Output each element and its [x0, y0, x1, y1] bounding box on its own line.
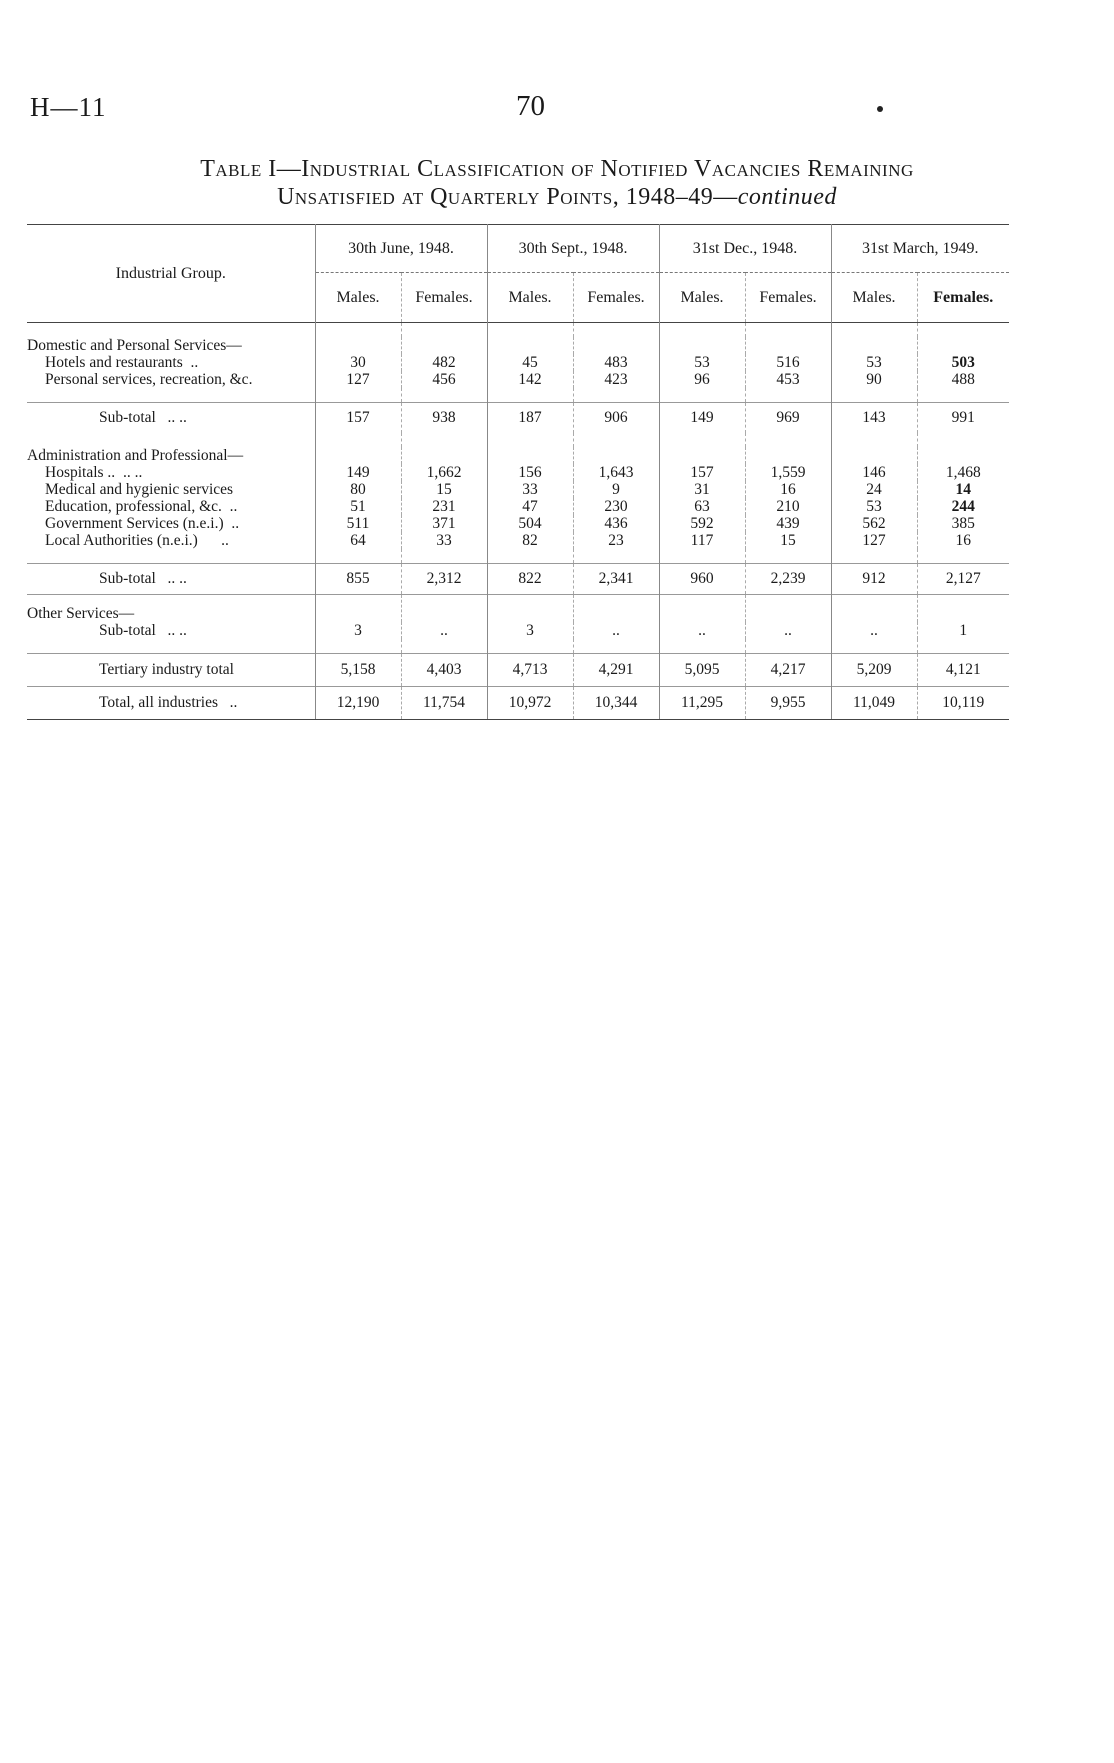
- cell-value: 4,217: [745, 654, 831, 687]
- cell-value: 156: [487, 464, 573, 481]
- cell-value: 230: [573, 498, 659, 515]
- cell-value: 149: [659, 403, 745, 434]
- row-label: Personal services, recreation, &c.: [45, 371, 253, 388]
- cell-value: 483: [573, 354, 659, 371]
- cell-value: 96: [659, 371, 745, 388]
- row-label: Local Authorities (n.e.i.) ..: [45, 532, 229, 549]
- cell-value: 516: [745, 354, 831, 371]
- cell-value: 385: [917, 515, 1009, 532]
- subtotal-row: [27, 403, 1009, 434]
- cell-value: 2,239: [745, 564, 831, 595]
- page-number: 70: [516, 90, 545, 122]
- females-header: Females.: [917, 273, 1009, 323]
- cell-value: 11,754: [401, 687, 487, 720]
- cell-value: 2,127: [917, 564, 1009, 595]
- row-label: Sub-total .. ..: [27, 403, 315, 434]
- cell-value: 5,209: [831, 654, 917, 687]
- cell-value: ..: [573, 622, 659, 639]
- page-reference: H—11: [30, 92, 107, 122]
- cell-value: 117: [659, 532, 745, 549]
- section-heading-row: [27, 337, 1009, 354]
- cell-value: 80: [315, 481, 401, 498]
- table-row: [27, 532, 1009, 549]
- table-row: [27, 371, 1009, 388]
- females-header: Females.: [573, 273, 659, 323]
- cell-value: 9: [573, 481, 659, 498]
- cell-value: 511: [315, 515, 401, 532]
- cell-value: 51: [315, 498, 401, 515]
- cell-value: 157: [659, 464, 745, 481]
- cell-value: 16: [917, 532, 1009, 549]
- table-body: [27, 323, 1009, 720]
- cell-value: 2,312: [401, 564, 487, 595]
- cell-value: 4,403: [401, 654, 487, 687]
- subtotal-row: [27, 564, 1009, 595]
- table-row: [27, 464, 1009, 481]
- cell-value: 11,049: [831, 687, 917, 720]
- males-header: Males.: [487, 273, 573, 323]
- cell-value: 503: [917, 354, 1009, 371]
- cell-value: 90: [831, 371, 917, 388]
- cell-value: 33: [401, 532, 487, 549]
- cell-value: 33: [487, 481, 573, 498]
- males-header: Males.: [315, 273, 401, 323]
- table-row: [27, 515, 1009, 532]
- cell-value: 14: [917, 481, 1009, 498]
- cell-value: ..: [401, 622, 487, 639]
- cell-value: 63: [659, 498, 745, 515]
- cell-value: 187: [487, 403, 573, 434]
- grand-total-row: [27, 687, 1009, 720]
- tertiary-total-row: [27, 654, 1009, 687]
- cell-value: ..: [831, 622, 917, 639]
- row-label: Sub-total .. ..: [27, 564, 315, 595]
- industrial-group-header: Industrial Group.: [115, 264, 226, 282]
- cell-value: 423: [573, 371, 659, 388]
- males-header: Males.: [659, 273, 745, 323]
- period-header: 30th June, 1948.: [315, 225, 487, 273]
- title-main: Unsatisfied at Quarterly Points, 1948–49—: [277, 184, 738, 210]
- cell-value: 10,972: [487, 687, 573, 720]
- females-header: Females.: [745, 273, 831, 323]
- cell-value: 822: [487, 564, 573, 595]
- cell-value: 149: [315, 464, 401, 481]
- cell-value: 23: [573, 532, 659, 549]
- cell-value: 10,119: [917, 687, 1009, 720]
- cell-value: 2,341: [573, 564, 659, 595]
- cell-value: 31: [659, 481, 745, 498]
- row-label: Sub-total .. ..: [99, 622, 187, 639]
- row-label: Medical and hygienic services: [45, 481, 234, 498]
- cell-value: 1,468: [917, 464, 1009, 481]
- cell-value: 64: [315, 532, 401, 549]
- cell-value: 53: [831, 354, 917, 371]
- cell-value: 12,190: [315, 687, 401, 720]
- cell-value: 53: [659, 354, 745, 371]
- table-row: [27, 354, 1009, 371]
- vacancies-table: [27, 224, 1009, 720]
- cell-value: 562: [831, 515, 917, 532]
- cell-value: 906: [573, 403, 659, 434]
- females-header: Females.: [401, 273, 487, 323]
- row-label: Tertiary industry total: [27, 654, 315, 687]
- cell-value: 453: [745, 371, 831, 388]
- cell-value: 15: [401, 481, 487, 498]
- cell-value: 436: [573, 515, 659, 532]
- cell-value: 1,559: [745, 464, 831, 481]
- cell-value: 16: [745, 481, 831, 498]
- section-heading-row: [27, 595, 1009, 623]
- cell-value: 30: [315, 354, 401, 371]
- cell-value: 146: [831, 464, 917, 481]
- cell-value: 991: [917, 403, 1009, 434]
- table-row: [27, 498, 1009, 515]
- cell-value: 912: [831, 564, 917, 595]
- cell-value: 938: [401, 403, 487, 434]
- cell-value: 244: [917, 498, 1009, 515]
- cell-value: 11,295: [659, 687, 745, 720]
- cell-value: 3: [315, 622, 401, 639]
- row-label: Hospitals .. .. ..: [45, 464, 143, 481]
- title-continued: continued: [737, 184, 837, 210]
- cell-value: ..: [745, 622, 831, 639]
- period-header: 31st Dec., 1948.: [659, 225, 831, 273]
- section-heading-row: [27, 447, 1009, 464]
- cell-value: 855: [315, 564, 401, 595]
- table-row: [27, 481, 1009, 498]
- cell-value: 142: [487, 371, 573, 388]
- cell-value: 5,095: [659, 654, 745, 687]
- section-heading: Administration and Professional—: [27, 447, 244, 464]
- cell-value: 482: [401, 354, 487, 371]
- cell-value: 4,121: [917, 654, 1009, 687]
- cell-value: 15: [745, 532, 831, 549]
- cell-value: 143: [831, 403, 917, 434]
- cell-value: 47: [487, 498, 573, 515]
- cell-value: 5,158: [315, 654, 401, 687]
- row-label: Hotels and restaurants ..: [45, 354, 199, 371]
- cell-value: 127: [831, 532, 917, 549]
- cell-value: 4,713: [487, 654, 573, 687]
- cell-value: ..: [659, 622, 745, 639]
- cell-value: 231: [401, 498, 487, 515]
- cell-value: 127: [315, 371, 401, 388]
- period-header: 30th Sept., 1948.: [487, 225, 659, 273]
- cell-value: 456: [401, 371, 487, 388]
- stray-dot: [877, 106, 883, 112]
- cell-value: 9,955: [745, 687, 831, 720]
- subtotal-row: [27, 622, 1009, 639]
- cell-value: 1,662: [401, 464, 487, 481]
- cell-value: 24: [831, 481, 917, 498]
- cell-value: 1,643: [573, 464, 659, 481]
- section-heading: Other Services—: [27, 605, 135, 622]
- row-label: Total, all industries ..: [27, 687, 315, 720]
- cell-value: 157: [315, 403, 401, 434]
- row-label: Government Services (n.e.i.) ..: [45, 515, 240, 532]
- cell-value: 3: [487, 622, 573, 639]
- cell-value: 969: [745, 403, 831, 434]
- males-header: Males.: [831, 273, 917, 323]
- cell-value: 82: [487, 532, 573, 549]
- cell-value: 488: [917, 371, 1009, 388]
- cell-value: 53: [831, 498, 917, 515]
- cell-value: 371: [401, 515, 487, 532]
- table-title-line-1: Table I—Industrial Classification of Notified Vacancies Remaining: [200, 156, 914, 182]
- cell-value: 1: [917, 622, 1009, 639]
- table-title-line-2: [0, 184, 1114, 211]
- cell-value: 439: [745, 515, 831, 532]
- cell-value: 10,344: [573, 687, 659, 720]
- cell-value: 592: [659, 515, 745, 532]
- row-label: Education, professional, &c. ..: [45, 498, 238, 515]
- section-heading: Domestic and Personal Services—: [27, 337, 242, 354]
- cell-value: 45: [487, 354, 573, 371]
- cell-value: 504: [487, 515, 573, 532]
- cell-value: 960: [659, 564, 745, 595]
- period-header: 31st March, 1949.: [831, 225, 1009, 273]
- cell-value: 4,291: [573, 654, 659, 687]
- cell-value: 210: [745, 498, 831, 515]
